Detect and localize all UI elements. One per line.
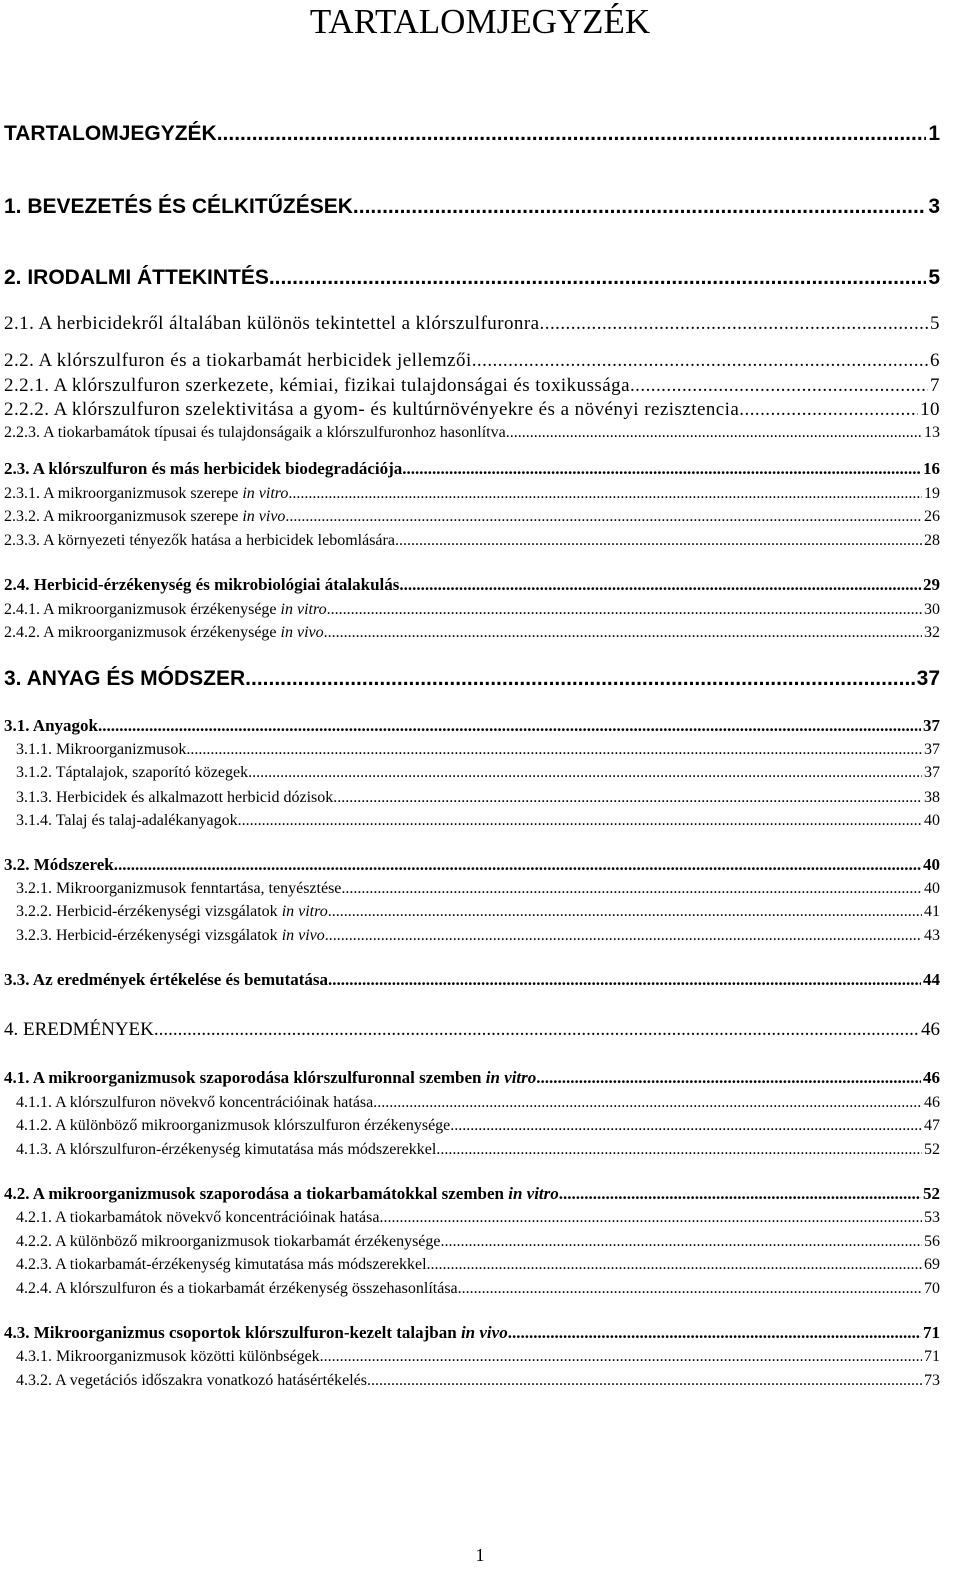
toc-entry-page: 5 — [928, 266, 940, 289]
toc-entry-title: 3. ANYAG ÉS MÓDSZER — [4, 667, 246, 690]
toc-entry[interactable] — [4, 623, 940, 642]
toc-entry[interactable] — [16, 1093, 940, 1112]
toc-entry-title: 3.2. Módszerek — [4, 855, 114, 874]
dot-leader — [353, 194, 926, 220]
dot-leader — [472, 350, 928, 372]
toc-entry-title: 4.2.4. A klórszulfuron és a tiokarbamát érzékenység összehasonlítása — [16, 1280, 458, 1297]
toc-entry[interactable] — [16, 879, 940, 898]
toc-entry-title: 3.1.4. Talaj és talaj-adalékanyagok — [16, 812, 238, 829]
toc-entry-page: 52 — [924, 1141, 940, 1158]
toc-entry[interactable] — [4, 375, 940, 397]
toc-entry-page: 37 — [924, 741, 940, 758]
toc-entry[interactable] — [4, 484, 940, 503]
dot-leader — [324, 623, 922, 642]
toc-entry[interactable] — [4, 399, 940, 421]
dot-leader — [328, 902, 922, 921]
toc-entry-emphasis: in vitro — [281, 903, 328, 920]
toc-entry-title: 4.1.2. A különböző mikroorganizmusok klórszulfuron érzékenysége — [16, 1117, 451, 1134]
toc-entry-title: 2.3.2. A mikroorganizmusok szerepe in vivo — [4, 508, 286, 525]
toc-entry-page: 16 — [923, 459, 940, 478]
toc-entry-page: 37 — [923, 716, 940, 735]
dot-leader — [269, 265, 926, 291]
toc-entry-emphasis: in vivo — [281, 927, 325, 944]
toc-entry-page: 40 — [923, 855, 940, 874]
toc-entry-page: 6 — [930, 350, 940, 371]
toc-entry[interactable] — [4, 313, 940, 335]
toc-entry-page: 32 — [924, 624, 940, 641]
toc-entry[interactable] — [4, 1019, 940, 1041]
toc-entry-page: 41 — [924, 903, 940, 920]
toc-entry-title: 2.2.2. A klórszulfuron szelektivitása a gyom- és kultúrnövényekre és a növényi rezisztencia — [4, 399, 740, 420]
dot-leader — [248, 763, 922, 782]
toc-entry[interactable] — [16, 1279, 940, 1298]
dot-leader — [285, 507, 922, 526]
toc-entry[interactable] — [4, 600, 940, 619]
dot-leader — [508, 1323, 921, 1343]
toc-entry-page: 37 — [916, 667, 940, 690]
dot-leader — [328, 970, 921, 990]
toc-entry[interactable] — [16, 740, 940, 759]
toc-entry-page: 46 — [921, 1019, 940, 1040]
toc-entry-page: 10 — [920, 399, 940, 420]
toc-entry[interactable] — [4, 507, 940, 526]
toc-entry-page: 52 — [923, 1184, 940, 1203]
toc-entry-title: 3.1.2. Táptalajok, szaporító közegek — [16, 764, 249, 781]
toc-entry-title: 2.3.3. A környezeti tényezők hatása a herbicidek lebomlására — [4, 532, 395, 549]
toc-entry-page: 37 — [924, 764, 940, 781]
toc-entry-page: 56 — [924, 1233, 940, 1250]
toc-entry-title: 4.3.2. A vegetációs időszakra vonatkozó hatásértékelés — [16, 1372, 367, 1389]
toc-entry-emphasis: in vitro — [508, 1184, 559, 1203]
dot-leader — [506, 423, 922, 442]
toc-entry-page: 19 — [924, 485, 940, 502]
dot-leader — [333, 788, 922, 807]
toc-entry-emphasis: in vitro — [485, 1068, 537, 1087]
toc-entry[interactable] — [4, 1184, 940, 1204]
dot-leader — [154, 1019, 919, 1041]
toc-entry-emphasis: in vitro — [280, 601, 327, 618]
dot-leader — [245, 666, 914, 692]
dot-leader — [367, 1371, 922, 1390]
toc-entry-title: 4. EREDMÉNYEK — [4, 1019, 154, 1040]
toc-entry-title: 2.4.2. A mikroorganizmusok érzékenysége in vivo — [4, 624, 324, 641]
dot-leader — [341, 879, 922, 898]
toc-entry[interactable] — [16, 1255, 940, 1274]
toc-entry-page: 71 — [923, 1323, 940, 1342]
dot-leader — [450, 1116, 922, 1135]
toc-entry-title: 4.2. A mikroorganizmusok szaporodása a tiokarbamátokkal szemben in vitro — [4, 1184, 559, 1203]
toc-entry-page: 40 — [924, 880, 940, 897]
toc-entry-page: 40 — [924, 812, 940, 829]
toc-entry[interactable] — [4, 716, 940, 736]
toc-entry[interactable] — [16, 763, 940, 782]
toc-entry[interactable] — [4, 1323, 940, 1343]
toc-entry-title: 2. IRODALMI ÁTTEKINTÉS — [4, 266, 269, 289]
toc-entry[interactable] — [16, 926, 940, 945]
dot-leader — [441, 1232, 923, 1251]
toc-entry[interactable] — [4, 970, 940, 990]
toc-entry-title: 2.2.3. A tiokarbamátok típusai és tulajdonságaik a klórszulfuronhoz hasonlítva — [4, 424, 506, 441]
document-title: TARTALOMJEGYZÉK — [309, 2, 651, 41]
toc-entry-title: 2.4.1. A mikroorganizmusok érzékenysége in vitro — [4, 601, 327, 618]
toc-entry-page: 29 — [923, 575, 940, 594]
toc-entry-title: 3.2.3. Herbicid-érzékenységi vizsgálatok in vivo — [16, 927, 325, 944]
toc-entry-page: 44 — [923, 970, 940, 989]
toc-entry-title: 2.3.1. A mikroorganizmusok szerepe in vitro — [4, 485, 289, 502]
toc-entry-page: 13 — [924, 424, 940, 441]
toc-entry-page: 47 — [924, 1117, 940, 1134]
toc-entry[interactable] — [4, 121, 940, 147]
dot-leader — [325, 926, 922, 945]
dot-leader — [186, 740, 922, 759]
toc-entry-page: 7 — [930, 375, 940, 396]
dot-leader — [395, 531, 922, 550]
toc-entry-title: 2.1. A herbicidekről általában különös tekintettel a klórszulfuronra — [4, 313, 540, 334]
dot-leader — [458, 1279, 922, 1298]
toc-entry-emphasis: in vivo — [242, 508, 286, 525]
dot-leader — [288, 484, 922, 503]
dot-leader — [98, 716, 921, 736]
toc-entry-emphasis: in vivo — [280, 624, 324, 641]
toc-entry-title: 4.3. Mikroorganizmus csoportok klórszulfuron-kezelt talajban in vivo — [4, 1323, 508, 1342]
toc-entry-title: 3.1. Anyagok — [4, 716, 98, 735]
dot-leader — [559, 1184, 921, 1204]
toc-entry[interactable] — [4, 459, 940, 479]
toc-entry-emphasis: in vivo — [460, 1323, 508, 1342]
toc-entry-page: 53 — [924, 1209, 940, 1226]
dot-leader — [630, 375, 928, 397]
toc-entry-page: 1 — [928, 122, 940, 145]
dot-leader — [114, 855, 921, 875]
toc-entry-title: TARTALOMJEGYZÉK — [4, 122, 217, 145]
dot-leader — [217, 121, 927, 147]
toc-entry-title: 4.1.3. A klórszulfuron-érzékenység kimutatása más módszerekkel — [16, 1141, 437, 1158]
toc-entry-page: 30 — [924, 601, 940, 618]
toc-entry-page: 38 — [924, 789, 940, 806]
toc-entry[interactable] — [4, 666, 940, 692]
dot-leader — [399, 575, 921, 595]
dot-leader — [436, 1140, 922, 1159]
page-number: 1 — [475, 1545, 485, 1565]
toc-entry-page: 70 — [924, 1280, 940, 1297]
toc-entry[interactable] — [16, 902, 940, 921]
toc-entry-page: 71 — [924, 1348, 940, 1365]
toc-entry[interactable] — [16, 1208, 940, 1227]
dot-leader — [739, 399, 918, 421]
toc-entry[interactable] — [16, 1116, 940, 1135]
dot-leader — [327, 600, 922, 619]
toc-entry-title: 2.4. Herbicid-érzékenység és mikrobiológiai átalakulás — [4, 575, 400, 594]
toc-entry[interactable] — [4, 855, 940, 875]
toc-entry-title: 2.3. A klórszulfuron és más herbicidek biodegradációja — [4, 459, 403, 478]
toc-entry[interactable] — [4, 194, 940, 220]
toc-entry[interactable] — [16, 1371, 940, 1390]
toc-entry-page: 26 — [924, 508, 940, 525]
toc-entry[interactable] — [4, 575, 940, 595]
toc-entry-page: 46 — [923, 1068, 940, 1087]
toc-entry-page: 3 — [928, 195, 940, 218]
dot-leader — [238, 811, 922, 830]
dot-leader — [427, 1255, 922, 1274]
toc-entry-title: 4.1. A mikroorganizmusok szaporodása klórszulfuronnal szemben in vitro — [4, 1068, 537, 1087]
toc-entry-page: 73 — [924, 1372, 940, 1389]
toc-entry-title: 3.1.1. Mikroorganizmusok — [16, 741, 187, 758]
toc-entry-emphasis: in vitro — [242, 485, 289, 502]
toc-entry-page: 46 — [924, 1094, 940, 1111]
toc-entry[interactable] — [4, 531, 940, 550]
dot-leader — [536, 1068, 921, 1088]
toc-entry-title: 1. BEVEZETÉS ÉS CÉLKITŰZÉSEK — [4, 195, 353, 218]
toc-entry-page: 28 — [924, 532, 940, 549]
dot-leader — [379, 1208, 922, 1227]
toc-entry[interactable] — [4, 1068, 940, 1088]
toc-entry-title: 4.2.2. A különböző mikroorganizmusok tiokarbamát érzékenysége — [16, 1233, 441, 1250]
toc-entry[interactable] — [4, 265, 940, 291]
toc-entry[interactable] — [16, 1347, 940, 1366]
toc-entry-page: 43 — [924, 927, 940, 944]
toc-entry[interactable] — [16, 811, 940, 830]
toc-entry-page: 69 — [924, 1256, 940, 1273]
toc-entry-title: 3.1.3. Herbicidek és alkalmazott herbicid dózisok — [16, 789, 334, 806]
toc-entry-title: 4.3.1. Mikroorganizmusok közötti különbségek — [16, 1348, 320, 1365]
toc-entry-page: 5 — [930, 313, 940, 334]
toc-entry-title: 4.2.3. A tiokarbamát-érzékenység kimutatása más módszerekkel — [16, 1256, 427, 1273]
dot-leader — [373, 1093, 922, 1112]
toc-entry-title: 4.1.1. A klórszulfuron növekvő koncentrációinak hatása — [16, 1094, 374, 1111]
toc-entry-title: 3.3. Az eredmények értékelése és bemutatása — [4, 970, 329, 989]
toc-entry[interactable] — [4, 350, 940, 372]
toc-entry-title: 3.2.1. Mikroorganizmusok fenntartása, tenyésztése — [16, 880, 342, 897]
dot-leader — [320, 1347, 922, 1366]
toc-entry[interactable] — [16, 788, 940, 807]
toc-entry[interactable] — [16, 1232, 940, 1251]
toc-entry[interactable] — [4, 423, 940, 442]
toc-entry-title: 3.2.2. Herbicid-érzékenységi vizsgálatok in vitro — [16, 903, 328, 920]
toc-entry-title: 2.2.1. A klórszulfuron szerkezete, kémiai, fizikai tulajdonságai és toxikussága — [4, 375, 630, 396]
toc-entry[interactable] — [16, 1140, 940, 1159]
dot-leader — [402, 459, 921, 479]
dot-leader — [540, 313, 929, 335]
toc-entry-title: 2.2. A klórszulfuron és a tiokarbamát herbicidek jellemzői — [4, 350, 472, 371]
toc-entry-title: 4.2.1. A tiokarbamátok növekvő koncentrációinak hatása — [16, 1209, 380, 1226]
